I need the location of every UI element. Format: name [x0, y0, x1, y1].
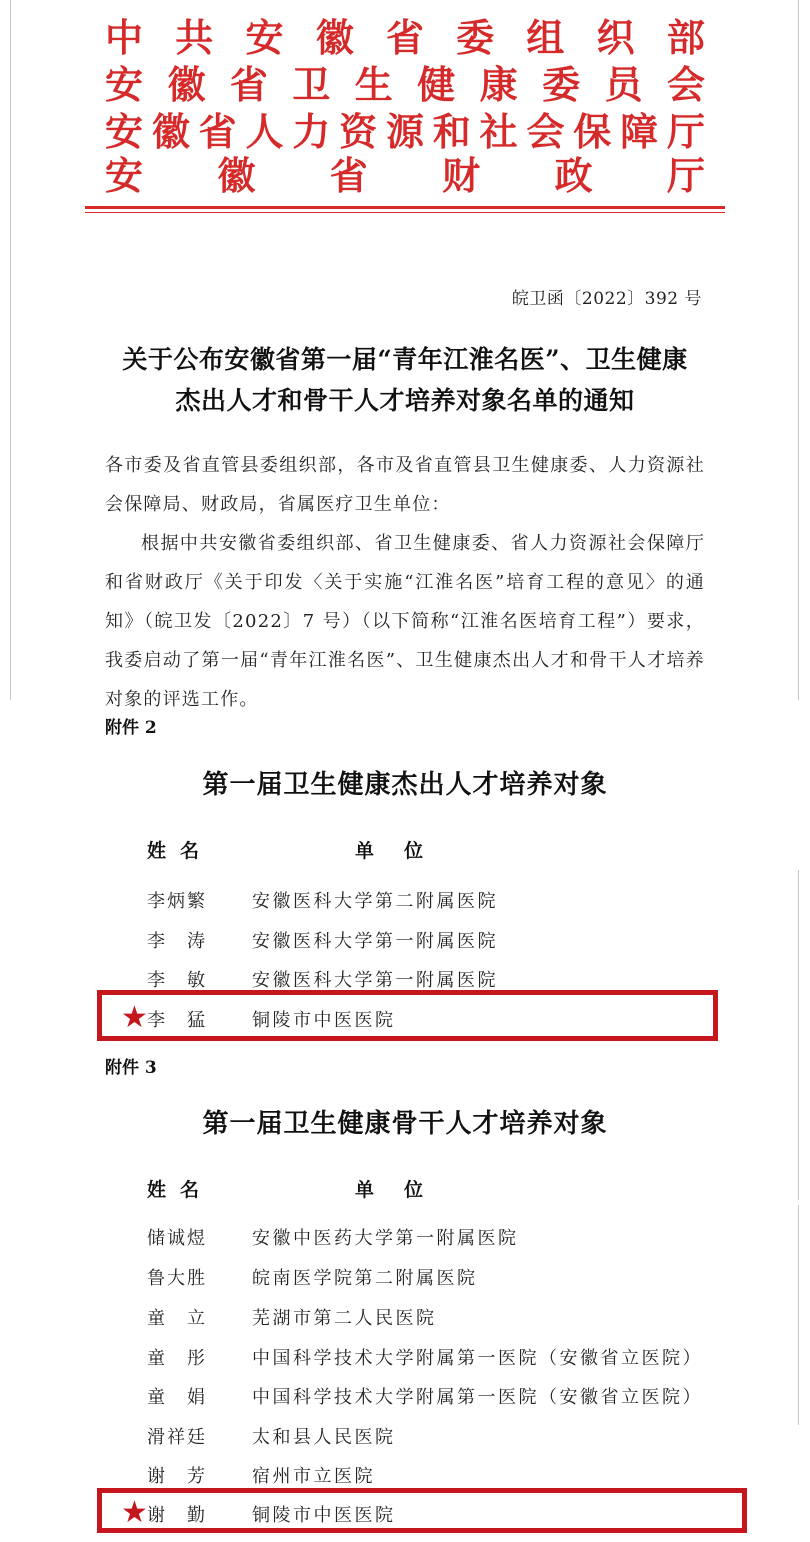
attachment-3-row-unit: 宿州市立医院	[252, 1466, 375, 1487]
attachment-3-title: 第一届卫生健康骨干人才培养对象	[202, 1109, 608, 1139]
attachment-3-row-unit: 中国科学技术大学附属第一医院（安徽省立医院）	[252, 1348, 703, 1369]
letterhead-char: 障	[620, 110, 659, 154]
attachment-2-row-name: 李 涛	[147, 931, 207, 952]
letterhead-char: 力	[292, 110, 331, 154]
attachment-3-row-unit: 太和县人民医院	[252, 1427, 396, 1448]
letterhead-line-1	[105, 16, 705, 60]
attachment-2-row-unit: 安徽医科大学第一附属医院	[252, 970, 498, 991]
letterhead-char: 康	[479, 63, 518, 107]
notice-title-line-2: 杰出人才和骨干人才培养对象名单的通知	[175, 386, 635, 415]
letterhead-char: 生	[354, 63, 393, 107]
attachment-3-row-name: 储诚煜	[147, 1228, 207, 1249]
attachment-3-col-name: 姓名	[147, 1179, 214, 1201]
letterhead-char: 安	[105, 154, 144, 198]
letterhead-char: 省	[329, 154, 368, 198]
attachment-2-col-name: 姓名	[147, 840, 214, 862]
attachment-3-row-name: 滑祥廷	[147, 1427, 207, 1448]
letterhead-char: 人	[245, 110, 284, 154]
attachment-2-row-name: 李炳繁	[147, 891, 207, 912]
letterhead-char: 会	[526, 110, 565, 154]
letterhead-char: 省	[385, 16, 424, 60]
attachment-3-col-unit: 单位	[355, 1179, 454, 1201]
addressee-paragraph: 各市委及省直管县委组织部，各市及省直管县卫生健康委、人力资源社会保障局、财政局，省属医疗卫生单位：	[105, 455, 705, 515]
letterhead-char: 健	[417, 63, 456, 107]
attachment-3-row-unit: 铜陵市中医医院	[252, 1505, 396, 1526]
letterhead-char: 中	[105, 16, 144, 60]
letterhead-char: 卫	[292, 63, 331, 107]
star-icon: ★	[121, 1000, 148, 1035]
attachment-3-row-name: 谢 勤	[147, 1505, 207, 1526]
letterhead-char: 政	[554, 154, 593, 198]
attachment-3-row-unit: 中国科学技术大学附属第一医院（安徽省立医院）	[252, 1387, 703, 1408]
attachment-2-row-unit: 安徽医科大学第二附属医院	[252, 891, 498, 912]
letterhead-char: 委	[542, 63, 581, 107]
letterhead-char: 安	[105, 63, 144, 107]
letterhead-char: 源	[385, 110, 424, 154]
attachment-3-row-name: 童 娟	[147, 1387, 207, 1408]
attachment-2-label: 附件 2	[105, 718, 157, 738]
star-icon: ★	[121, 1495, 148, 1530]
page-edge-right-3	[798, 1205, 799, 1425]
attachment-2-title: 第一届卫生健康杰出人才培养对象	[202, 770, 608, 800]
letterhead-char: 和	[432, 110, 471, 154]
letterhead-char: 安	[245, 16, 284, 60]
letterhead-line-3	[105, 110, 705, 154]
notice-title-line-1: 关于公布安徽省第一届“青年江淮名医”、卫生健康	[122, 345, 688, 374]
attachment-3-label: 附件 3	[105, 1058, 157, 1078]
letterhead-char: 织	[596, 16, 635, 60]
attachment-3-row-unit: 安徽中医药大学第一附属医院	[252, 1228, 519, 1249]
page-edge-right-2	[798, 870, 799, 1200]
attachment-3-row-name: 童 彤	[147, 1348, 207, 1369]
letterhead-char: 共	[175, 16, 214, 60]
letterhead-char: 保	[573, 110, 612, 154]
letterhead-char: 部	[666, 16, 705, 60]
letterhead-rule-thin	[85, 212, 725, 213]
attachment-3-row-unit: 皖南医学院第二附属医院	[252, 1268, 478, 1289]
letterhead-char: 社	[479, 110, 518, 154]
body-paragraph: 根据中共安徽省委组织部、省卫生健康委、省人力资源社会保障厅和省财政厅《关于印发〈关于实施“江淮名医”培育工程的意见〉的通知》（皖卫发〔2022〕7 号）（以下简称“江淮名医培育工程”）要求，我委启动了第一届“青年江淮名医”、卫生健康杰出人才和骨干人才培养对象的评选工作。	[105, 533, 705, 710]
letterhead-char: 安	[105, 110, 144, 154]
letterhead-char: 资	[339, 110, 378, 154]
attachment-3-row-name: 谢 芳	[147, 1466, 207, 1487]
letterhead-char: 徽	[167, 63, 206, 107]
letterhead-char: 厅	[666, 154, 705, 198]
document-number: 皖卫函〔2022〕392 号	[511, 289, 702, 309]
attachment-2-row-name: 李 猛	[147, 1010, 207, 1031]
letterhead-char: 省	[229, 63, 268, 107]
attachment-2-row-unit: 安徽医科大学第一附属医院	[252, 931, 498, 952]
letterhead-char: 财	[442, 154, 481, 198]
letterhead-char: 徽	[151, 110, 190, 154]
attachment-3-row-unit: 芜湖市第二人民医院	[252, 1308, 437, 1329]
attachment-3-row-name: 鲁大胜	[147, 1268, 207, 1289]
letterhead-char: 省	[198, 110, 237, 154]
letterhead-char: 徽	[217, 154, 256, 198]
letterhead-char: 员	[604, 63, 643, 107]
letterhead-char: 徽	[315, 16, 354, 60]
attachment-2-row-unit: 铜陵市中医医院	[252, 1010, 396, 1031]
attachment-2-row-name: 李 敏	[147, 970, 207, 991]
letterhead-char: 组	[526, 16, 565, 60]
attachment-2-col-unit: 单位	[355, 840, 454, 862]
letterhead-rule-thick	[85, 206, 725, 209]
letterhead-line-2	[105, 63, 705, 107]
attachment-3-row-name: 童 立	[147, 1308, 207, 1329]
letterhead-char: 厅	[666, 110, 705, 154]
letterhead-char: 会	[666, 63, 705, 107]
letterhead-line-4	[105, 154, 705, 198]
letterhead-char: 委	[456, 16, 495, 60]
